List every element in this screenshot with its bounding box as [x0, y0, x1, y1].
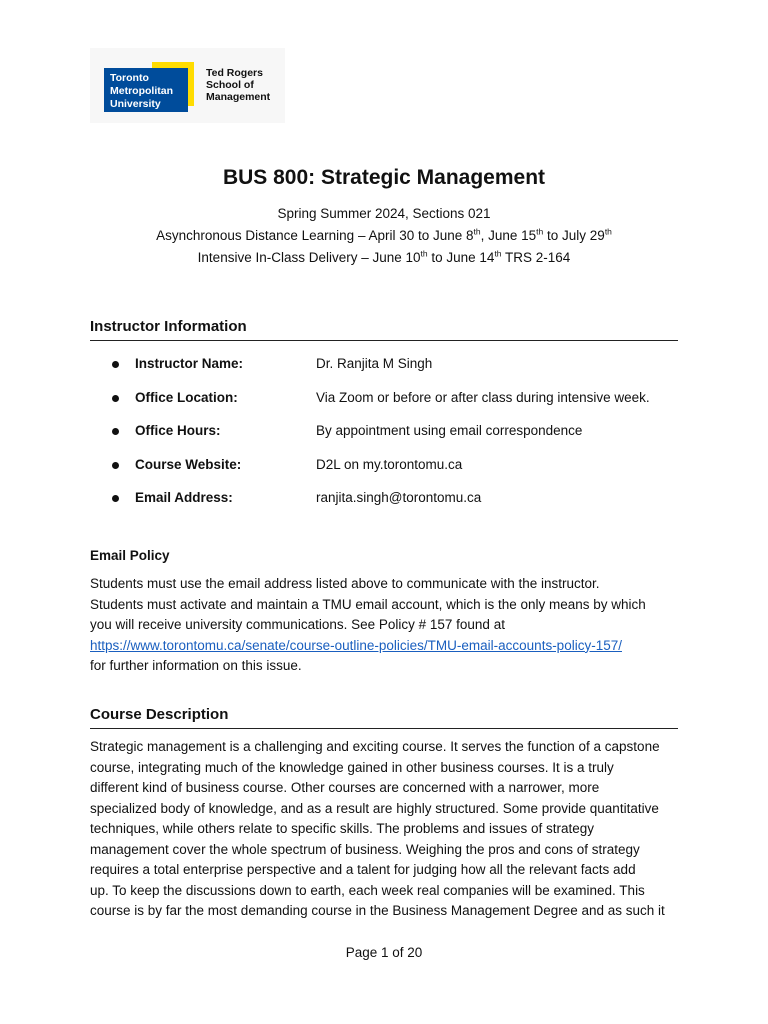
async-sup-2: th	[536, 226, 544, 237]
logo-school-line-3: Management	[206, 91, 271, 103]
intensive-suffix: TRS 2-164	[501, 250, 571, 265]
async-delivery-line	[0, 228, 768, 243]
intensive-prefix: Intensive In-Class Delivery – June 10	[197, 250, 421, 265]
list-item	[90, 423, 690, 457]
logo-university-line-1: Toronto	[110, 72, 149, 84]
intensive-delivery-line	[0, 250, 768, 265]
logo-university-line-2: Metropolitan	[110, 85, 173, 97]
course-term: Spring Summer 2024, Sections 021	[277, 206, 491, 221]
bullet-icon	[112, 361, 119, 368]
course-description-paragraph	[90, 737, 690, 922]
instructor-info-list	[90, 356, 690, 524]
paragraph-line: for further information on this issue.	[90, 658, 302, 673]
list-item	[90, 490, 690, 524]
async-sup-1: th	[473, 226, 481, 237]
paragraph-line: up. To keep the discussions down to earth, each week real companies will be examined. This	[90, 882, 645, 898]
paragraph-line: Strategic management is a challenging and exciting course. It serves the function of a capstone	[90, 739, 660, 754]
bullet-icon	[112, 462, 119, 469]
list-item	[90, 457, 690, 491]
paragraph-line: course, integrating much of the knowledge gained in other business courses. It is a truly	[90, 759, 614, 775]
course-description-heading: Course Description	[90, 706, 678, 729]
list-item	[90, 390, 690, 424]
info-value: Dr. Ranjita M Singh	[316, 356, 433, 371]
async-prefix: Asynchronous Distance Learning – April 30 to June 8	[156, 228, 474, 243]
paragraph-line: techniques, while others relate to specific skills. The problems and issues of strategy	[90, 821, 594, 836]
info-label: Instructor Name:	[135, 356, 244, 371]
logo-school-line-2: School of	[206, 79, 254, 91]
bullet-icon	[112, 495, 119, 502]
paragraph-line: Students must activate and maintain a TMU email account, which is the only means by which	[90, 596, 646, 612]
logo-school-name	[206, 67, 270, 103]
info-value: D2L on my.torontomu.ca	[316, 456, 463, 472]
async-mid-2: to July 29	[543, 228, 605, 243]
email-policy-heading: Email Policy	[90, 548, 170, 563]
intensive-mid: to June 14	[427, 250, 495, 265]
info-label: Office Location:	[135, 389, 238, 405]
page-number: Page 1 of 20	[345, 945, 423, 960]
info-value: By appointment using email correspondence	[316, 423, 583, 438]
email-policy-link[interactable]: https://www.torontomu.ca/senate/course-outline-policies/TMU-email-accounts-policy-157/	[90, 637, 622, 653]
info-value: Via Zoom or before or after class during intensive week.	[316, 389, 650, 405]
async-sup-3: th	[604, 226, 612, 237]
intensive-sup-2: th	[494, 248, 502, 259]
paragraph-line: management cover the whole spectrum of business. Weighing the pros and cons of strategy	[90, 841, 640, 857]
logo-university-line-3: University	[110, 98, 161, 110]
info-label: Office Hours:	[135, 423, 221, 438]
university-logo	[90, 48, 285, 123]
paragraph-line: requires a total enterprise perspective and a talent for judging how all the relevant facts add	[90, 862, 636, 877]
list-item	[90, 356, 690, 390]
intensive-sup-1: th	[420, 248, 428, 259]
async-mid: , June 15	[480, 228, 537, 243]
info-label: Course Website:	[135, 456, 242, 472]
paragraph-line: Students must use the email address listed above to communicate with the instructor.	[90, 576, 600, 591]
bullet-icon	[112, 395, 119, 402]
bullet-icon	[112, 428, 119, 435]
paragraph-line: course is by far the most demanding course in the Business Management Degree and as such it	[90, 903, 665, 918]
info-value: ranjita.singh@torontomu.ca	[316, 490, 482, 505]
logo-school-line-1: Ted Rogers	[206, 67, 263, 79]
instructor-info-heading: Instructor Information	[90, 318, 678, 341]
info-label: Email Address:	[135, 490, 233, 505]
course-title: BUS 800: Strategic Management	[222, 166, 546, 189]
paragraph-line: you will receive university communications. See Policy # 157 found at	[90, 617, 505, 632]
logo-blue-block	[104, 68, 188, 112]
email-policy-paragraph	[90, 574, 690, 677]
paragraph-line: different kind of business course. Other courses are concerned with a narrower, more	[90, 780, 600, 795]
paragraph-line: specialized body of knowledge, and as a result are highly structured. Some provide quantitative	[90, 800, 659, 816]
